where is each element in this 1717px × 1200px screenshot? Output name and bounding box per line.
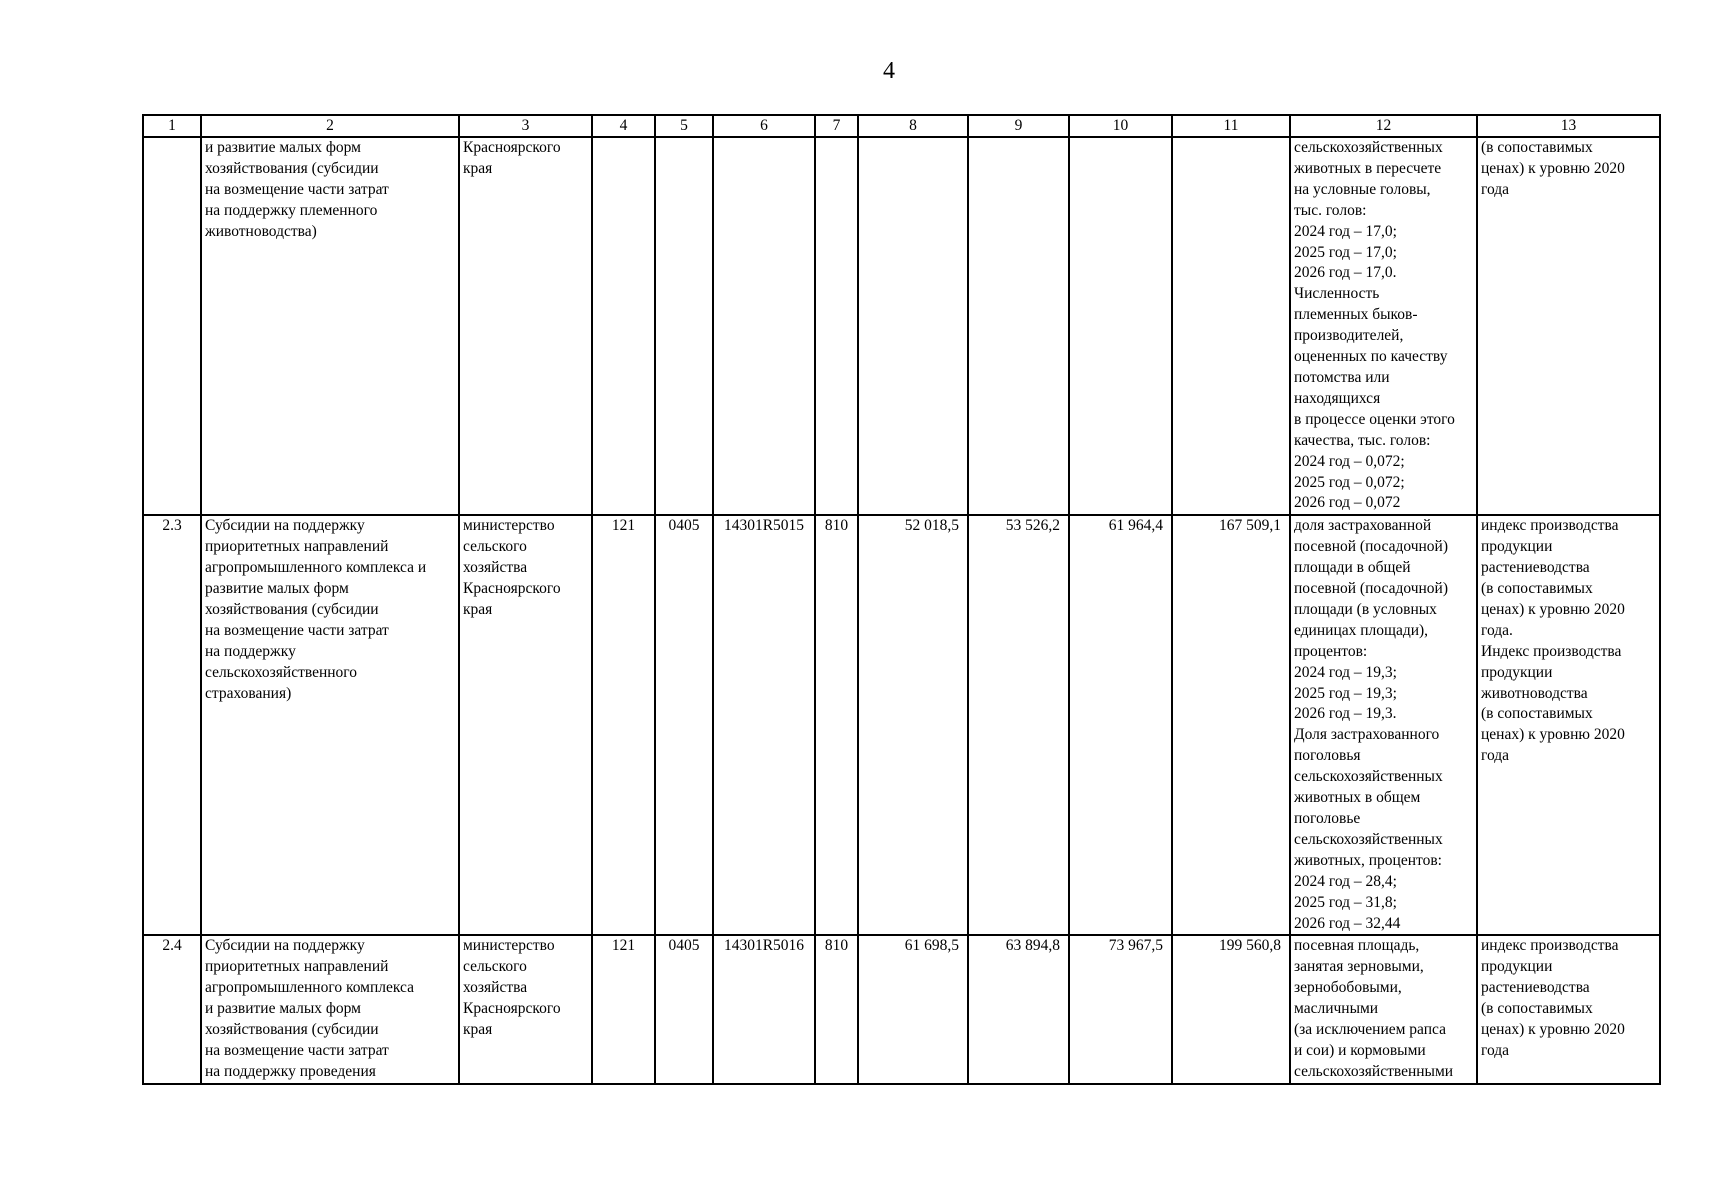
section-code: 0405	[655, 935, 713, 1083]
target-indicator: (в сопоставимых ценах) к уровню 2020 года	[1477, 137, 1660, 515]
section-code: 0405	[655, 515, 713, 935]
header-cell: 13	[1477, 115, 1660, 137]
expense-type-code	[815, 137, 858, 515]
header-cell: 5	[655, 115, 713, 137]
amount-2025: 53 526,2	[968, 515, 1069, 935]
expected-result: посевная площадь, занятая зерновыми, зернобобовыми, масличными (за исключением рапса и сои) и кормовыми сельскохозяйственными	[1290, 935, 1477, 1083]
program-table	[142, 114, 1661, 1085]
header-cell: 6	[713, 115, 815, 137]
expected-result: сельскохозяйственных животных в пересчете на условные головы, тыс. голов: 2024 год – 17,0; 2025 год – 17,0; 2026 год – 17,0. Численность племенных быков- производителей, оцененных по качеству потомства или находящихся в процессе оценки этого качества, тыс. голов: 2024 год – 0,072; 2025 год – 0,072; 2026 год – 0,072	[1290, 137, 1477, 515]
header-cell: 12	[1290, 115, 1477, 137]
grbs-code: 121	[592, 935, 655, 1083]
row-number: 2.4	[143, 935, 201, 1083]
header-cell: 7	[815, 115, 858, 137]
grbs-code: 121	[592, 515, 655, 935]
amount-total: 167 509,1	[1172, 515, 1290, 935]
header-cell: 4	[592, 115, 655, 137]
measure-name: и развитие малых форм хозяйствования (субсидии на возмещение части затрат на поддержку племенного животноводства)	[201, 137, 459, 515]
expense-type-code: 810	[815, 515, 858, 935]
row-number: 2.3	[143, 515, 201, 935]
responsible-executor: министерство сельского хозяйства Красноярского края	[459, 515, 592, 935]
header-cell: 3	[459, 115, 592, 137]
amount-total: 199 560,8	[1172, 935, 1290, 1083]
responsible-executor: Красноярского края	[459, 137, 592, 515]
target-article-code: 14301R5015	[713, 515, 815, 935]
header-cell: 8	[858, 115, 968, 137]
header-cell: 2	[201, 115, 459, 137]
expense-type-code: 810	[815, 935, 858, 1083]
page-number: 4	[883, 58, 895, 84]
grbs-code	[592, 137, 655, 515]
header-cell: 11	[1172, 115, 1290, 137]
table-header-row	[143, 115, 1660, 137]
amount-2026: 61 964,4	[1069, 515, 1172, 935]
table-row	[143, 935, 1660, 1083]
table-row	[143, 515, 1660, 935]
responsible-executor: министерство сельского хозяйства Красноярского края	[459, 935, 592, 1083]
target-indicator: индекс производства продукции растениеводства (в сопоставимых ценах) к уровню 2020 года. Индекс производства продукции животноводства (в сопоставимых ценах) к уровню 2020 года	[1477, 515, 1660, 935]
amount-total	[1172, 137, 1290, 515]
expected-result: доля застрахованной посевной (посадочной) площади в общей посевной (посадочной) площади (в условных единицах площади), процентов: 2024 год – 19,3; 2025 год – 19,3; 2026 год – 19,3. Доля застрахованного поголовья сельскохозяйственных животных в общем поголовье сельскохозяйственных животных, процентов: 2024 год – 28,4; 2025 год – 31,8; 2026 год – 32,44	[1290, 515, 1477, 935]
table-row	[143, 137, 1660, 515]
amount-2025	[968, 137, 1069, 515]
section-code	[655, 137, 713, 515]
measure-name: Субсидии на поддержку приоритетных направлений агропромышленного комплекса и развитие малых форм хозяйствования (субсидии на возмещение части затрат на поддержку сельскохозяйственного страхования)	[201, 515, 459, 935]
target-article-code: 14301R5016	[713, 935, 815, 1083]
header-cell: 9	[968, 115, 1069, 137]
target-indicator: индекс производства продукции растениеводства (в сопоставимых ценах) к уровню 2020 года	[1477, 935, 1660, 1083]
amount-2025: 63 894,8	[968, 935, 1069, 1083]
header-cell: 10	[1069, 115, 1172, 137]
measure-name: Субсидии на поддержку приоритетных направлений агропромышленного комплекса и развитие малых форм хозяйствования (субсидии на возмещение части затрат на поддержку проведения	[201, 935, 459, 1083]
row-number	[143, 137, 201, 515]
amount-2026	[1069, 137, 1172, 515]
target-article-code	[713, 137, 815, 515]
amount-2026: 73 967,5	[1069, 935, 1172, 1083]
amount-2024	[858, 137, 968, 515]
amount-2024: 61 698,5	[858, 935, 968, 1083]
amount-2024: 52 018,5	[858, 515, 968, 935]
header-cell: 1	[143, 115, 201, 137]
